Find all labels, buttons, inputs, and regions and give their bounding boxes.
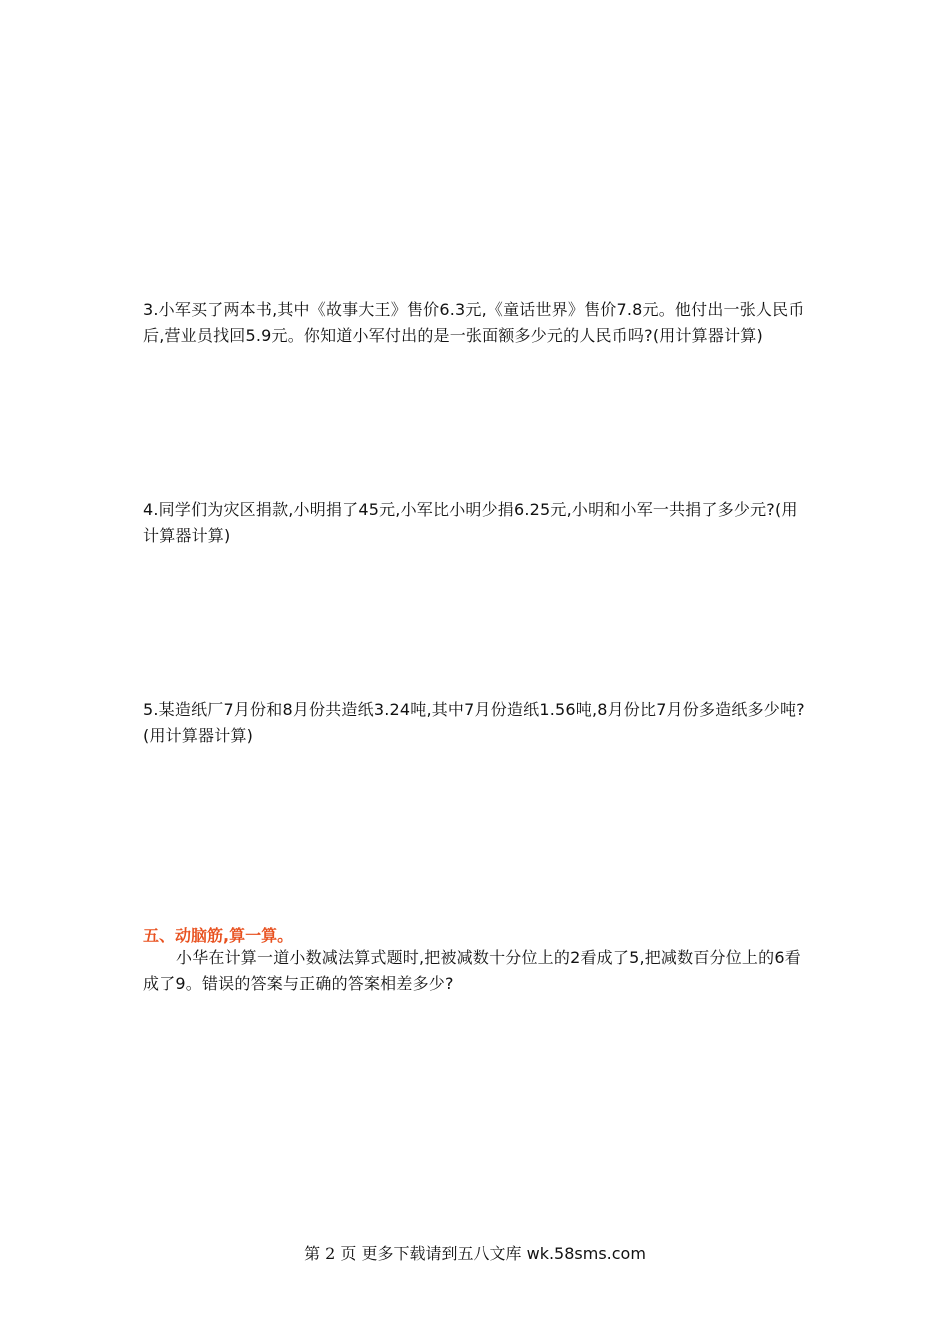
footer-page-text: 第 2 页 更多下载请到五八文库 <box>304 1244 527 1263</box>
section-5-heading: 五、动脑筋,算一算。 <box>143 926 294 945</box>
question-4: 4.同学们为灾区捐款,小明捐了45元,小军比小明少捐6.25元,小明和小军一共捐了多少元?(用计算器计算) <box>143 500 798 545</box>
footer-site-link[interactable]: wk.58sms.com <box>526 1244 646 1263</box>
section-5-problem: 小华在计算一道小数减法算式题时,把被减数十分位上的2看成了5,把减数百分位上的6看成了9。错误的答案与正确的答案相差多少? <box>143 948 801 993</box>
page-footer <box>0 1242 950 1266</box>
question-5: 5.某造纸厂7月份和8月份共造纸3.24吨,其中7月份造纸1.56吨,8月份比7月份多造纸多少吨?(用计算器计算) <box>143 700 805 745</box>
question-3: 3.小军买了两本书,其中《故事大王》售价6.3元,《童话世界》售价7.8元。他付出一张人民币后,营业员找回5.9元。你知道小军付出的是一张面额多少元的人民币吗?(用计算器计算) <box>143 300 805 345</box>
